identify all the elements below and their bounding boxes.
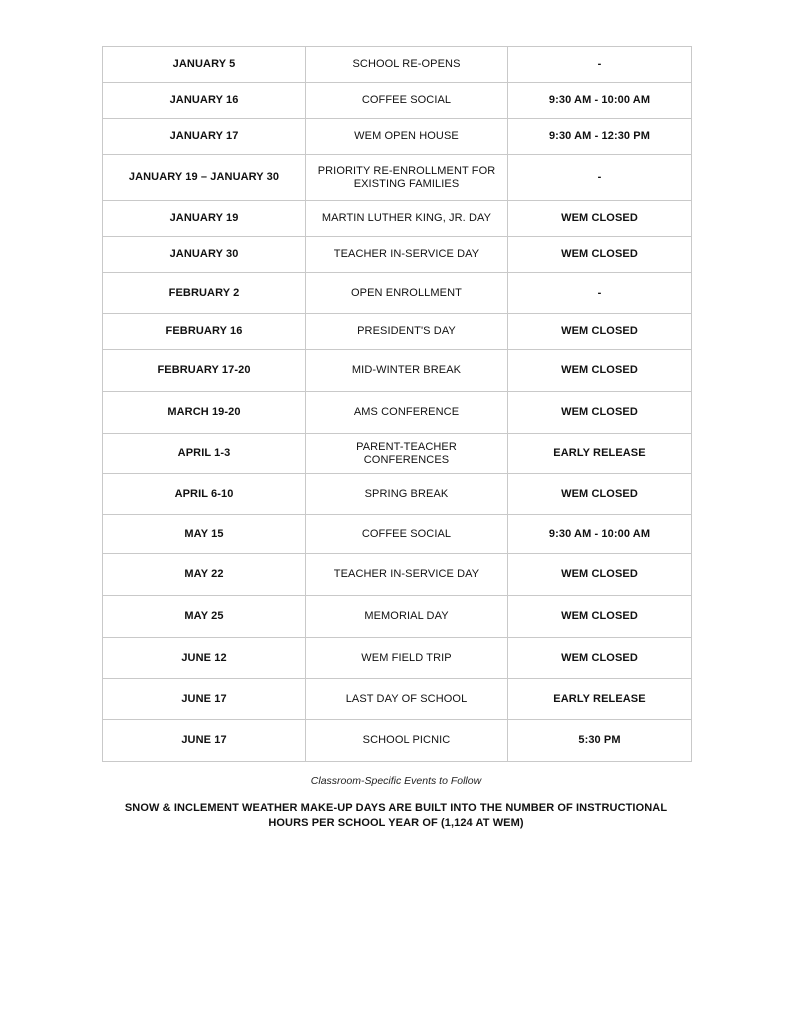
- event-name-line: PRIORITY RE-ENROLLMENT FOR: [317, 164, 496, 177]
- calendar-row: [103, 201, 692, 237]
- event-date: JANUARY 17: [103, 119, 306, 155]
- event-name-line: SPRING BREAK: [364, 487, 449, 500]
- event-status: -: [508, 155, 692, 201]
- event-name-line: SCHOOL PICNIC: [362, 734, 451, 746]
- event-status: 5:30 PM: [508, 720, 692, 762]
- event-status: WEM CLOSED: [508, 554, 692, 596]
- calendar-row: [103, 273, 692, 314]
- calendar-row: [103, 434, 692, 474]
- event-name: [306, 155, 508, 201]
- calendar-row: [103, 474, 692, 515]
- calendar-row: [103, 596, 692, 638]
- event-date: JANUARY 16: [103, 83, 306, 119]
- calendar-row: [103, 720, 692, 762]
- event-status: -: [508, 273, 692, 314]
- calendar-row: [103, 237, 692, 273]
- event-date: APRIL 6-10: [103, 474, 306, 515]
- calendar-row: [103, 314, 692, 350]
- event-name: [306, 237, 508, 273]
- event-status: WEM CLOSED: [508, 201, 692, 237]
- event-name-line: COFFEE SOCIAL: [361, 527, 452, 540]
- event-date: JANUARY 5: [103, 47, 306, 83]
- event-name-line: WEM FIELD TRIP: [361, 651, 452, 664]
- event-date: MAY 15: [103, 515, 306, 554]
- event-status: WEM CLOSED: [508, 638, 692, 679]
- calendar-row: [103, 515, 692, 554]
- calendar-row: [103, 350, 692, 392]
- event-name-line: OPEN ENROLLMENT: [351, 286, 462, 299]
- event-name: [306, 554, 508, 596]
- event-date: MAY 22: [103, 554, 306, 596]
- event-name: [306, 83, 508, 119]
- calendar-row: [103, 679, 692, 720]
- event-name: [306, 201, 508, 237]
- event-status: WEM CLOSED: [508, 350, 692, 392]
- event-date: JANUARY 30: [103, 237, 306, 273]
- event-name: [306, 596, 508, 638]
- event-status: 9:30 AM - 10:00 AM: [508, 83, 692, 119]
- event-name-line: MID-WINTER BREAK: [351, 364, 462, 376]
- event-status: WEM CLOSED: [508, 474, 692, 515]
- event-date: FEBRUARY 17-20: [103, 350, 306, 392]
- event-name-line: TEACHER IN-SERVICE DAY: [333, 248, 480, 260]
- calendar-row: [103, 47, 692, 83]
- event-date: MARCH 19-20: [103, 392, 306, 434]
- event-name: [306, 434, 508, 474]
- event-status: WEM CLOSED: [508, 392, 692, 434]
- calendar-row: [103, 83, 692, 119]
- calendar-row: [103, 638, 692, 679]
- event-date: JUNE 17: [103, 720, 306, 762]
- event-name-line: PARENT-TEACHER CONFERENCES: [356, 440, 457, 466]
- event-date: FEBRUARY 2: [103, 273, 306, 314]
- school-calendar-table: [102, 46, 692, 762]
- event-name-line: WEM OPEN HOUSE: [354, 130, 459, 142]
- event-name: [306, 474, 508, 515]
- event-status: EARLY RELEASE: [508, 679, 692, 720]
- event-status: -: [508, 47, 692, 83]
- event-date: JANUARY 19 – JANUARY 30: [103, 155, 306, 201]
- event-date: APRIL 1-3: [103, 434, 306, 474]
- event-status: WEM CLOSED: [508, 596, 692, 638]
- event-status: 9:30 AM - 10:00 AM: [508, 515, 692, 554]
- event-name: [306, 273, 508, 314]
- event-name: [306, 638, 508, 679]
- event-status: WEM CLOSED: [508, 314, 692, 350]
- event-name-line: COFFEE SOCIAL: [361, 94, 452, 106]
- event-name-line: PRESIDENT'S DAY: [357, 325, 456, 337]
- event-name-line: MEMORIAL DAY: [364, 610, 449, 622]
- event-name-line: MARTIN LUTHER KING, JR. DAY: [321, 212, 492, 224]
- calendar-row: [103, 554, 692, 596]
- event-name: [306, 392, 508, 434]
- calendar-body: [103, 47, 692, 762]
- event-date: JUNE 12: [103, 638, 306, 679]
- event-date: JANUARY 19: [103, 201, 306, 237]
- inclement-weather-notice: [102, 801, 690, 831]
- event-name: [306, 720, 508, 762]
- notice-line-2: HOURS PER SCHOOL YEAR OF (1,124 AT WEM): [268, 817, 524, 829]
- event-name: [306, 350, 508, 392]
- event-date: FEBRUARY 16: [103, 314, 306, 350]
- event-status: 9:30 AM - 12:30 PM: [508, 119, 692, 155]
- event-name-line: LAST DAY OF SCHOOL: [345, 692, 468, 705]
- event-status: EARLY RELEASE: [508, 434, 692, 474]
- classroom-events-footnote: Classroom-Specific Events to Follow: [310, 775, 482, 787]
- event-date: MAY 25: [103, 596, 306, 638]
- event-name: [306, 314, 508, 350]
- event-name-line: TEACHER IN-SERVICE DAY: [333, 568, 480, 580]
- event-name: [306, 47, 508, 83]
- event-name: [306, 119, 508, 155]
- event-name-line: SCHOOL RE-OPENS: [352, 58, 461, 70]
- event-name-line: AMS CONFERENCE: [353, 406, 460, 418]
- event-name: [306, 515, 508, 554]
- event-name: [306, 679, 508, 720]
- event-status: WEM CLOSED: [508, 237, 692, 273]
- notice-line-1: SNOW & INCLEMENT WEATHER MAKE-UP DAYS ARE BUILT INTO THE NUMBER OF INSTRUCTIONAL: [124, 802, 668, 814]
- calendar-row: [103, 155, 692, 201]
- event-name-line: EXISTING FAMILIES: [353, 177, 460, 190]
- event-date: JUNE 17: [103, 679, 306, 720]
- calendar-row: [103, 392, 692, 434]
- calendar-row: [103, 119, 692, 155]
